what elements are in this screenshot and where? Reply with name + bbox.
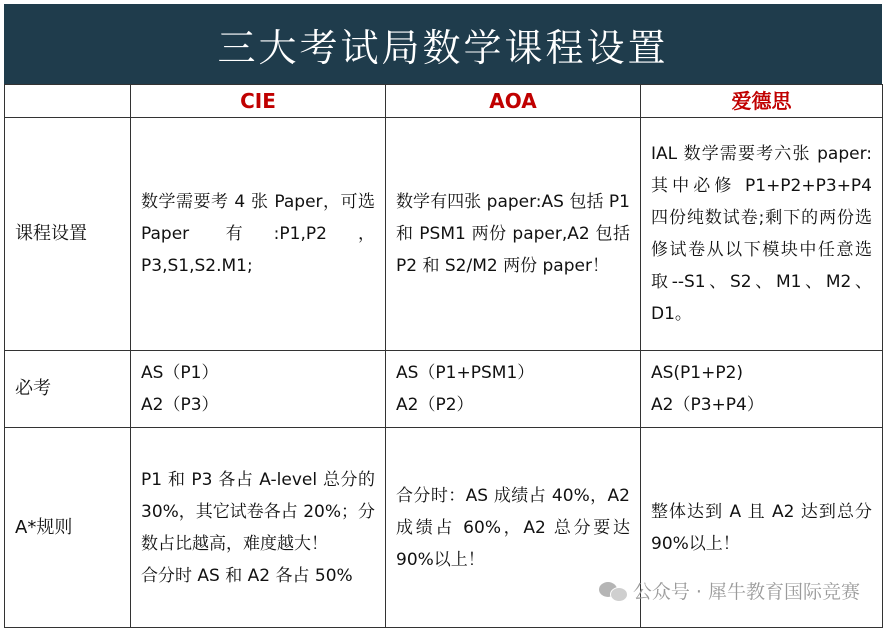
watermark-text: 公众号 · 犀牛教育国际竞赛 [632,581,860,603]
cell-cie [131,351,386,428]
table-row [5,351,883,428]
cell-text: 数学需要考 4 张 Paper，可选 Paper 有:P1,P2，P3,S1,S2.M1; [141,192,375,276]
page-title: 三大考试局数学课程设置 [4,4,882,84]
header-blank [5,85,131,118]
cell-text: 合分时 AS 和 A2 各占 50% [141,565,353,586]
header-cie: CIE [131,85,386,118]
cell-aes [641,118,883,351]
cell-text: AS(P1+P2) [651,363,744,383]
header-row [5,85,883,118]
course-table [4,84,883,628]
cell-text: 合分时：AS 成绩占 40%，A2 成绩占 60%，A2 总分要达 90%以上！ [396,485,630,570]
cell-text: 数学有四张 paper:AS 包括 P1 和 PSM1 两份 paper,A2 包括 P2 和 S2/M2 两份 paper！ [396,192,630,276]
row-label: 课程设置 [5,118,131,351]
cell-cie [131,428,386,628]
row-label: A*规则 [5,428,131,628]
cell-text: IAL 数学需要考六张 paper: 其中必修 P1+P2+P3+P4 四份纯数试卷;剩下的两份选修试卷从以下模块中任意选取--S1、S2、M1、M2、D1。 [651,144,872,324]
cell-aes [641,351,883,428]
cell-text: P1 和 P3 各占 A-level 总分的 30%，其它试卷各占 20%；分数占比越高，难度越大！ [141,469,375,554]
cell-aoa [386,118,641,351]
row-label: 必考 [5,351,131,428]
watermark [599,577,860,604]
header-aes: 爱德思 [641,85,883,118]
cell-text: 整体达到 A 且 A2 达到总分 90%以上！ [651,501,872,554]
header-aoa: AOA [386,85,641,118]
cell-text: A2（P3+P4） [651,395,764,415]
cell-text: A2（P2） [396,395,474,415]
cell-text: A2（P3） [141,395,219,415]
cell-text: AS（P1+PSM1） [396,363,535,383]
cell-cie [131,118,386,351]
table-row [5,118,883,351]
wechat-icon [599,580,627,602]
cell-aoa [386,351,641,428]
cell-text: AS（P1） [141,363,219,383]
